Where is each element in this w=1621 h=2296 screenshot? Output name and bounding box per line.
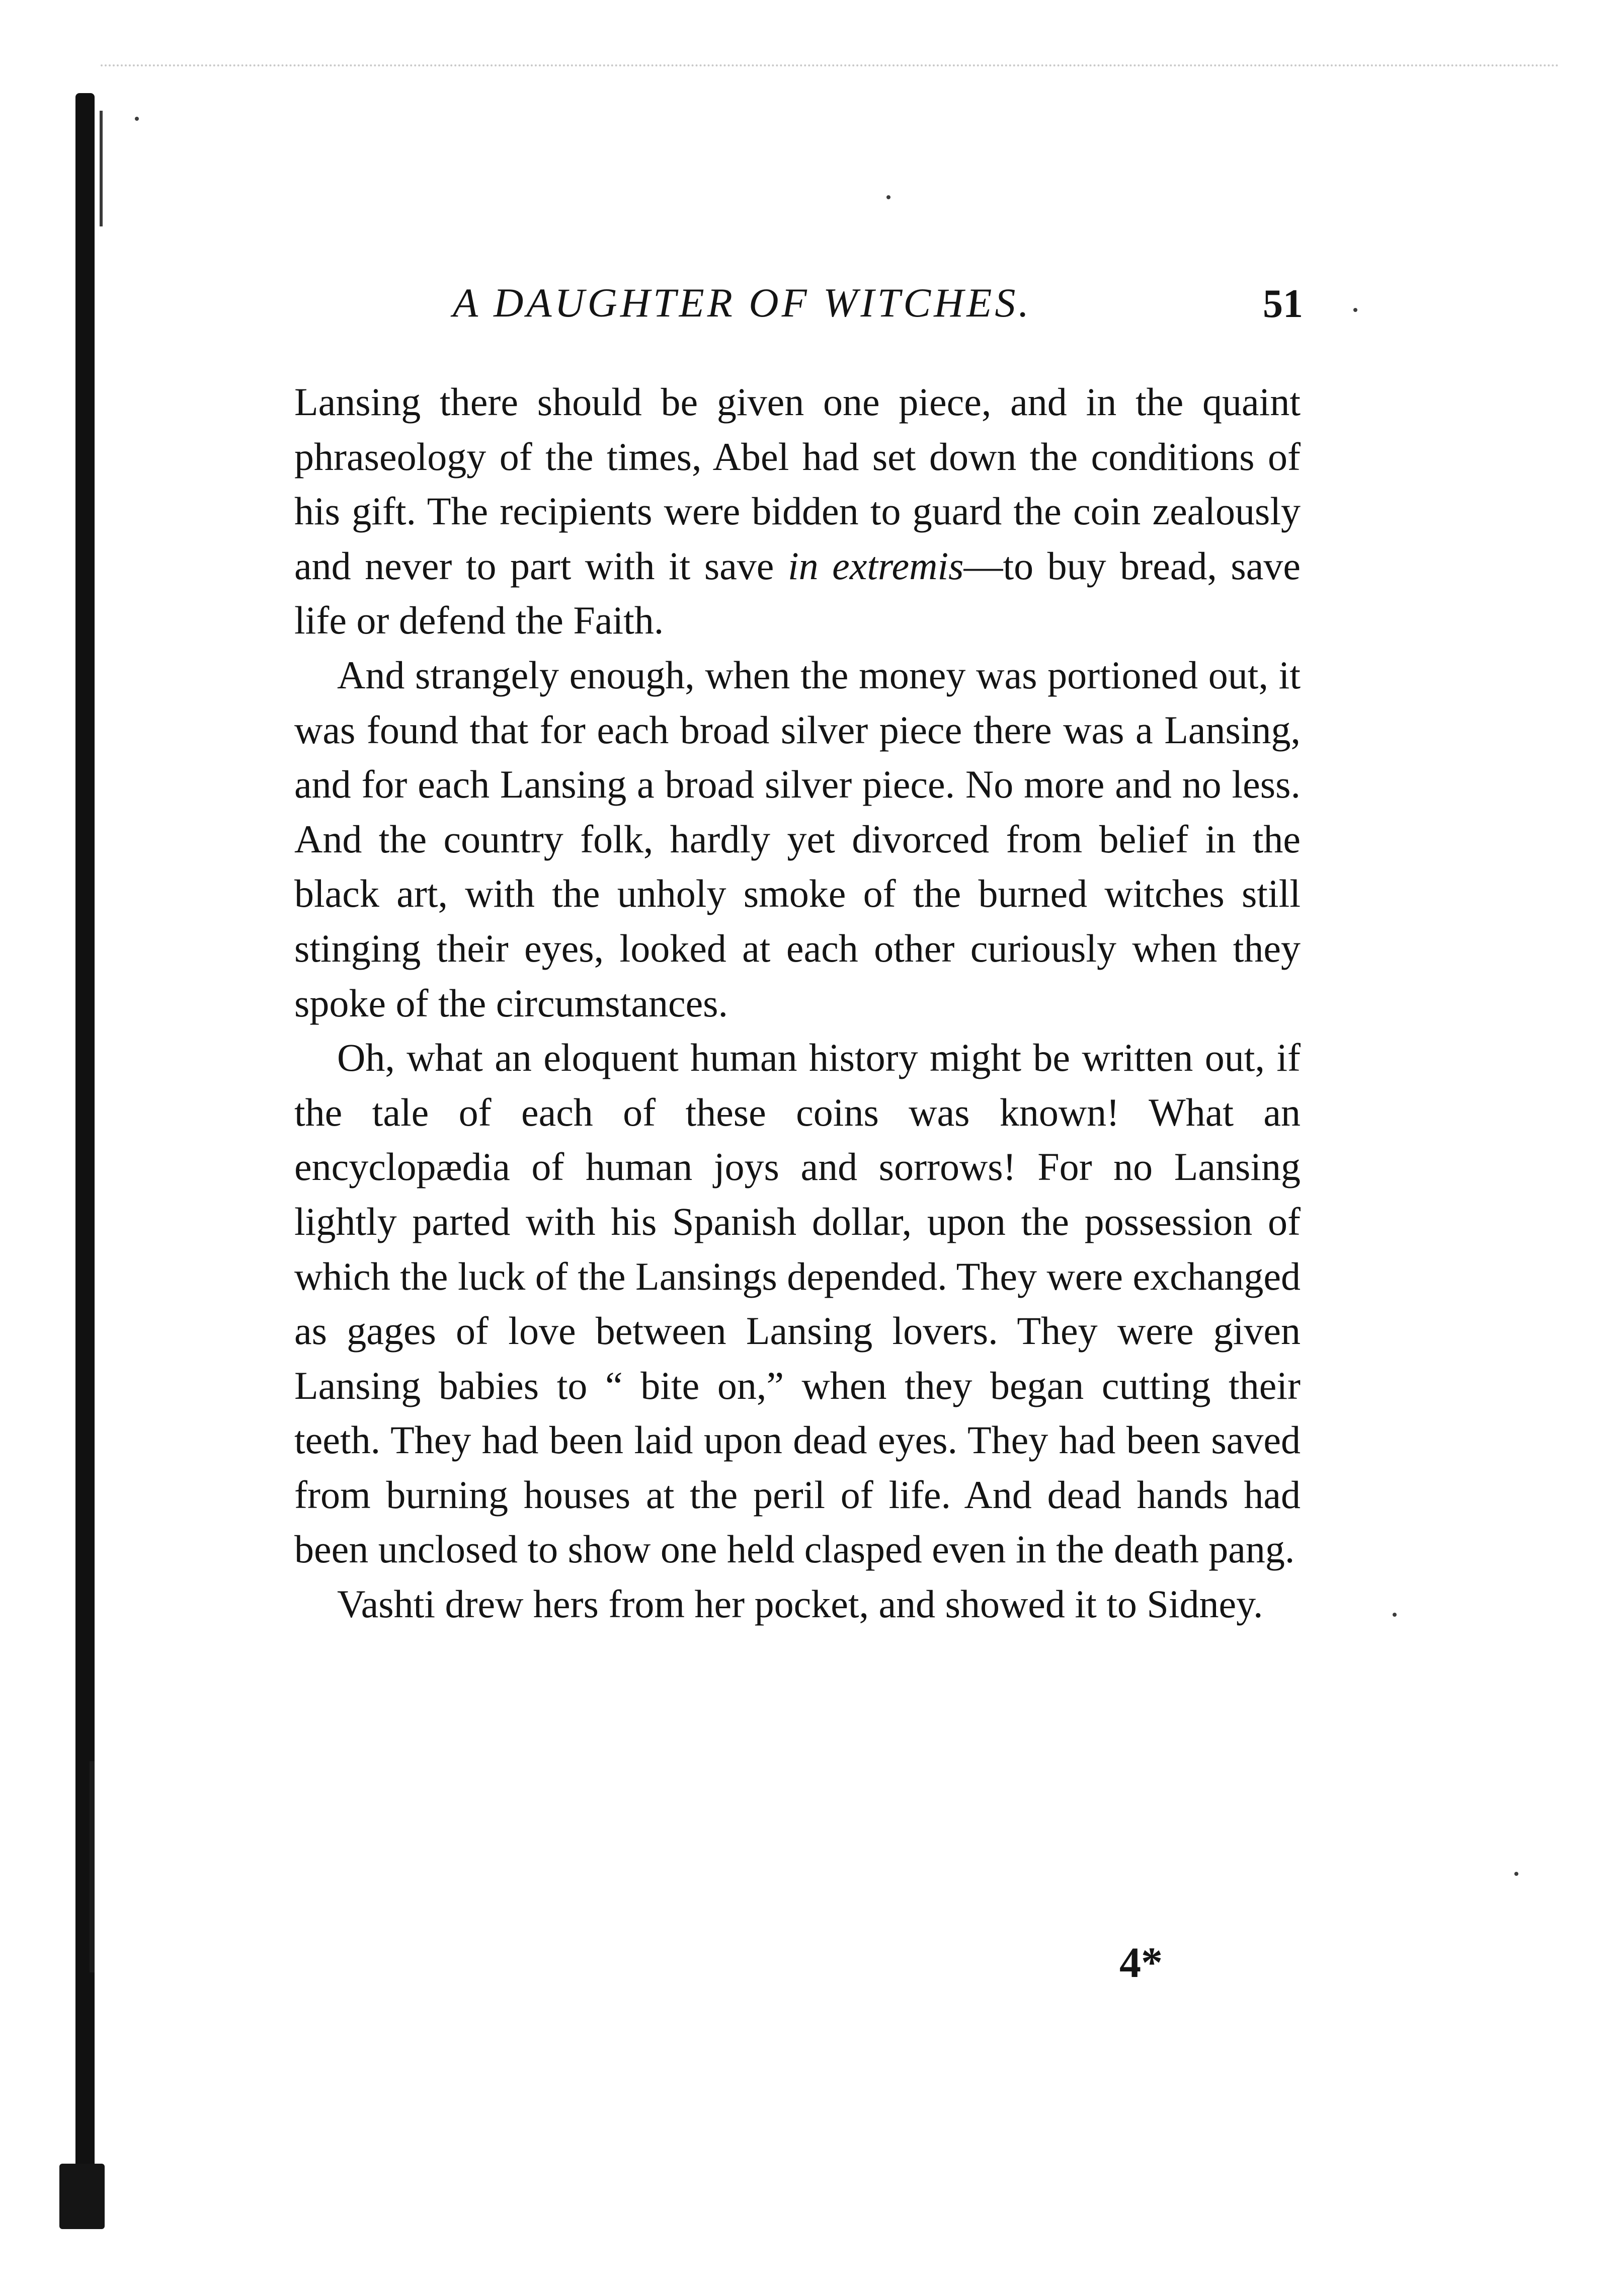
body-text xyxy=(294,375,1301,1632)
paragraph-1-text-start: Lansing there should be given one piece, and in the quaint phraseology of the times, Abel had set down the conditions of his gift. The recipients were bidden to guard the coin zealously and never to part with it save xyxy=(294,380,1301,588)
scan-speck xyxy=(1514,1872,1518,1876)
top-edge-scan-dots xyxy=(101,64,1560,66)
paragraph-1-text-end: —to buy bread, save life or defend the Faith. xyxy=(294,543,1301,643)
binding-shadow-lower xyxy=(90,1761,95,1972)
paragraph-2: And strangely enough, when the money was portioned out, it was found that for each broad silver piece there was a Lansing, and for each Lansing a broad silver piece. No more and no less. And the country folk, hardly yet divorced from belief in the black art, with the unholy smoke of the burned witches still stinging their eyes, looked at each other curiously when they spoke of the circumstances. xyxy=(294,653,1301,1025)
paragraph-1 xyxy=(294,375,1301,648)
paragraph-4: Vashti drew hers from her pocket, and showed it to Sidney. xyxy=(337,1582,1263,1626)
signature-mark: 4* xyxy=(1119,1938,1163,1987)
page-header xyxy=(438,279,1303,335)
scan-speck xyxy=(886,195,890,199)
page-number: 51 xyxy=(1263,282,1303,326)
paragraph-1-emphasis: in extremis xyxy=(787,543,964,588)
scan-speck xyxy=(1393,1613,1397,1617)
binding-shadow-inner xyxy=(100,111,103,226)
scan-speck xyxy=(135,117,139,121)
paragraph-3: Oh, what an eloquent human history might be written out, if the tale of each of these coins was known! What an encyclopædia of human joys and sorrows! For no Lansing lightly parted with his Spanish dollar, upon the possession of which the luck of the Lansings depended. They were exchanged as gages of love between Lansing lovers. They were given Lansing babies to “ bite on,” when they began cutting their teeth. They had been laid upon dead eyes. They had been saved from burning houses at the peril of life. And dead hands had been unclosed to show one held clasped even in the death pang. xyxy=(294,1036,1301,1571)
binding-shadow-foot xyxy=(59,2164,105,2229)
running-title: A DAUGHTER OF WITCHES. xyxy=(453,280,1032,326)
scan-speck xyxy=(1353,308,1357,312)
